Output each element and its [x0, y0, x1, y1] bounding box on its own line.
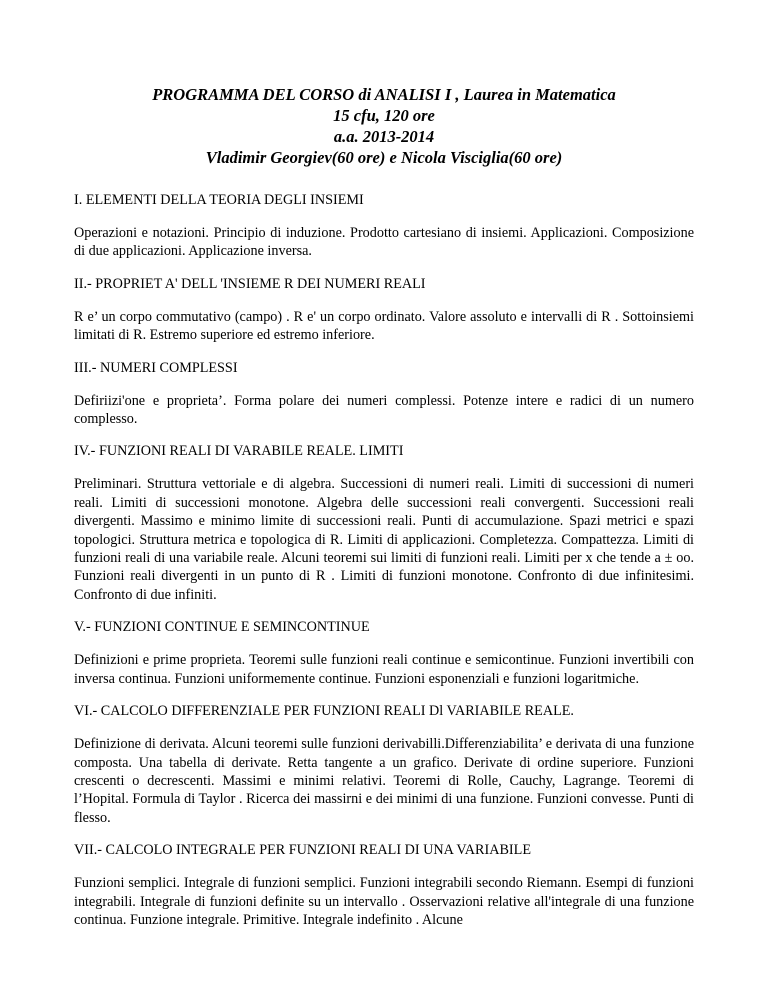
- section-heading: I. ELEMENTI DELLA TEORIA DEGLI INSIEMI: [74, 192, 364, 208]
- course-instructors: Vladimir Georgiev(60 ore) e Nicola Visciglia(60 ore): [205, 148, 563, 167]
- section-5: [74, 618, 694, 688]
- section-body: Definizioni e prime proprieta. Teoremi sulle funzioni reali continue e semicontinue. Funzioni invertibili con inversa continua. Funzioni uniformemente continue. Funzioni esponenziali e funzioni logaritmiche.: [74, 652, 694, 687]
- section-body: Preliminari. Struttura vettoriale e di algebra. Successioni di numeri reali. Limiti di successioni di numeri reali. Limiti di successioni monotone. Algebra delle successioni reali convergenti. Successioni reali divergenti. Massimo e minimo limite di successioni reali. Punti di accumulazione. Spazi metrici e spazi topologici. Struttura metrica e topologica di R. Limiti di applicazioni. Completezza. Compattezza. Limiti di funzioni reali di una variabile reale. Alcuni teoremi sui limiti di funzioni reali. Limiti per x che tende a ± oo. Funzioni reali divergenti in un punto di R . Limiti di funzioni monotone. Confronto di due infinitesimi. Confronto di due infiniti.: [74, 476, 694, 603]
- section-heading: II.- PROPRIET A' DELL 'INSIEME R DEI NUMERI REALI: [74, 275, 426, 292]
- section-7: [74, 841, 694, 929]
- section-body: Defiriizi'one e proprieta’. Forma polare dei numeri complessi. Potenze intere e radici di un numero complesso.: [74, 392, 694, 428]
- course-credits: 15 cfu, 120 ore: [333, 106, 435, 125]
- course-title: PROGRAMMA DEL CORSO di ANALISI I , Laurea in Matematica: [152, 85, 616, 104]
- section-heading: V.- FUNZIONI CONTINUE E SEMINCONTINUE: [74, 619, 370, 636]
- course-title-block: [74, 84, 694, 168]
- academic-year: a.a. 2013-2014: [333, 127, 435, 146]
- section-heading: VI.- CALCOLO DIFFERENZIALE PER FUNZIONI REALI Dl VARIABILE REALE.: [74, 703, 574, 720]
- section-heading: III.- NUMERI COMPLESSI: [74, 359, 238, 376]
- section-3: [74, 359, 694, 429]
- section-body: R e’ un corpo commutativo (campo) . R e' un corpo ordinato. Valore assoluto e intervalli di R . Sottoinsiemi limitati di R. Estremo superiore ed estremo inferiore.: [74, 308, 694, 344]
- section-body: Funzioni semplici. Integrale di funzioni semplici. Funzioni integrabili secondo Riemann. Esempi di funzioni integrabili. Integrale di funzioni definite su un intervallo . Osservazioni relative all'integrale di una funzione continua. Funzione integrale. Primitive. Integrale indefinito . Alcune: [74, 875, 694, 928]
- section-4: [74, 442, 694, 604]
- section-body: Definizione di derivata. Alcuni teoremi sulle funzioni derivabilli.Differenziabilita’ e derivata di una funzione composta. Una tabella di derivate. Retta tangente a un grafico. Derivate di ordine superiore. Funzioni crescenti o decrescenti. Massimi e minimi relativi. Teoremi di Rolle, Cauchy, Lagrange. Teoremi di l’Hopital. Formula di Taylor . Ricerca dei massirni e dei minimi di una funzione. Funzioni convesse. Punti di flesso.: [74, 736, 694, 826]
- section-1: [74, 191, 694, 261]
- section-6: [74, 702, 694, 827]
- section-heading: VII.- CALCOLO INTEGRALE PER FUNZIONI REALI DI UNA VARIABILE: [74, 842, 531, 859]
- section-heading: IV.- FUNZIONI REALI DI VARABILE REALE. LIMITI: [74, 443, 404, 460]
- section-body: Operazioni e notazioni. Principio di induzione. Prodotto cartesiano di insiemi. Applicazioni. Composizione di due applicazioni. Applicazione inversa.: [74, 225, 694, 260]
- section-2: [74, 275, 694, 345]
